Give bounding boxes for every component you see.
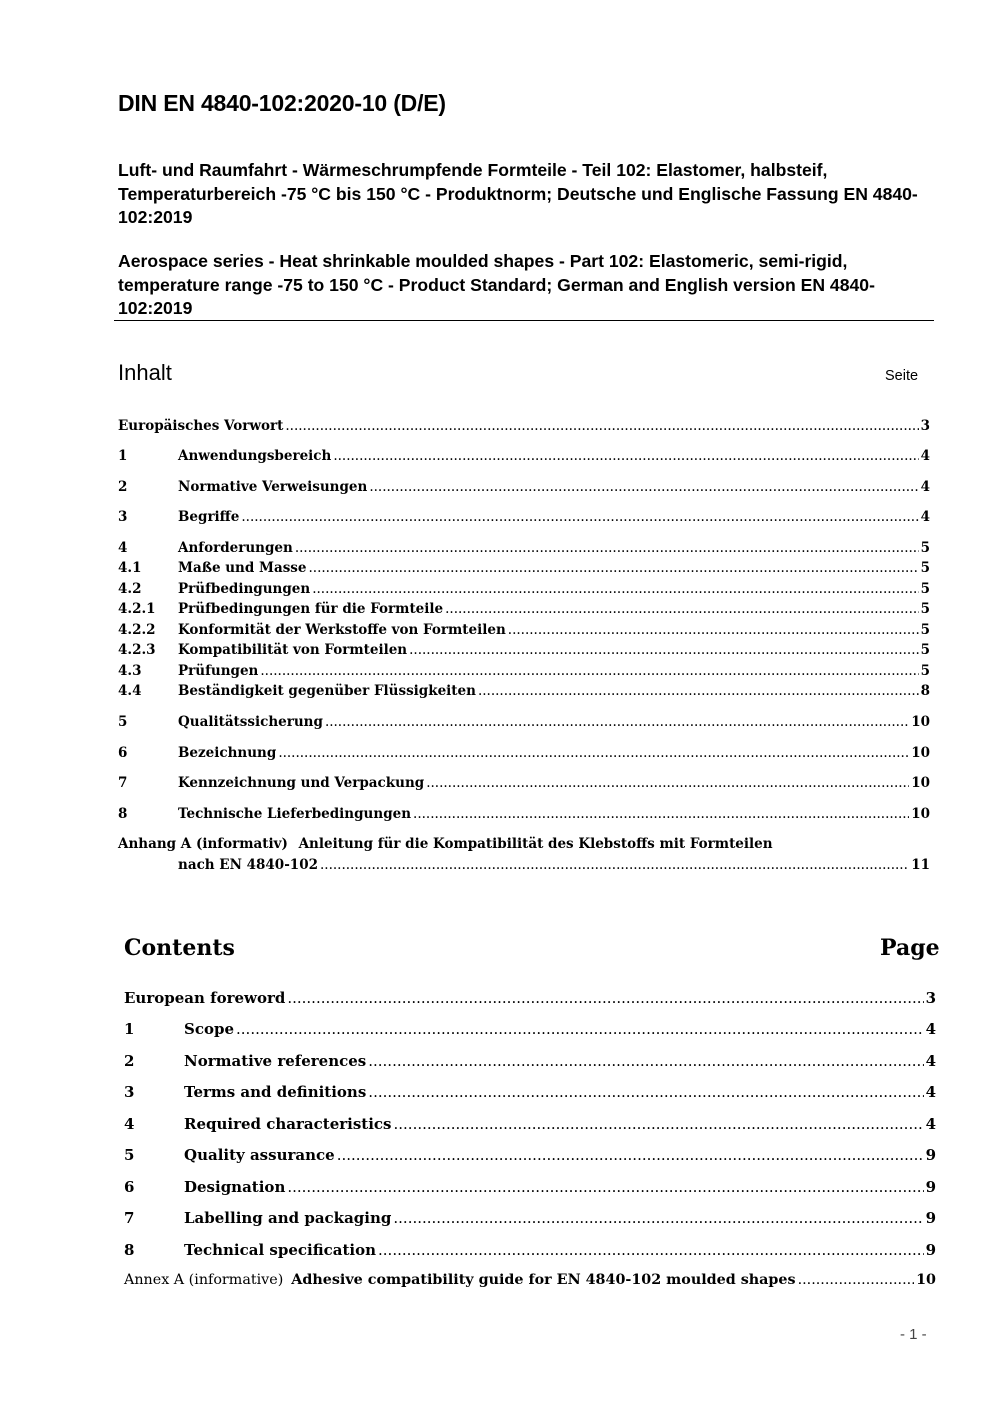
toc-entry-page: 4 xyxy=(920,509,930,525)
dot-leader xyxy=(333,448,918,464)
toc-entry-text: Beständigkeit gegenüber Flüssigkeiten xyxy=(178,683,476,699)
toc-entry-text: Required characteristics xyxy=(184,1115,392,1133)
toc-entry-de[interactable] xyxy=(118,509,930,529)
toc-entry-number: 1 xyxy=(124,1020,135,1038)
toc-entry-page: 4 xyxy=(925,1052,936,1070)
toc-entry-number: 4.2.2 xyxy=(118,622,156,638)
title-divider xyxy=(114,320,934,321)
toc-entry-de[interactable] xyxy=(118,663,930,683)
toc-entry-page: 9 xyxy=(925,1241,936,1259)
toc-entry-page: 5 xyxy=(920,642,930,658)
dot-leader xyxy=(295,540,919,556)
toc-entry-number: 2 xyxy=(118,479,128,495)
dot-leader xyxy=(798,1272,915,1288)
toc-entry-number: 1 xyxy=(118,448,128,464)
toc-entry-text: Anwendungsbereich xyxy=(178,448,332,464)
dot-leader xyxy=(236,1020,924,1038)
page-number: - 1 - xyxy=(900,1326,927,1343)
toc-entry-page: 5 xyxy=(920,601,930,617)
annex-text: Anleitung für die Kompatibilität des Klebstoffs mit Formteilen xyxy=(298,836,773,852)
toc-entry-text: Kennzeichnung und Verpackung xyxy=(178,775,425,791)
toc-entry-de[interactable] xyxy=(118,560,930,580)
annex-text: Adhesive compatibility guide for EN 4840-102 moulded shapes xyxy=(291,1272,796,1288)
toc-entry-number: 4.2 xyxy=(118,581,142,597)
toc-entry-page: 4 xyxy=(925,1083,936,1101)
toc-entry-page: 4 xyxy=(920,479,930,495)
toc-entry-page: 5 xyxy=(920,663,930,679)
dot-leader xyxy=(287,1178,923,1196)
toc-entry-number: 8 xyxy=(124,1241,135,1259)
toc-entry-page: 10 xyxy=(916,1272,936,1288)
toc-entry-en[interactable] xyxy=(124,1020,936,1040)
toc-entry-text: Begriffe xyxy=(178,509,240,525)
toc-entry-text: Normative Verweisungen xyxy=(178,479,368,495)
toc-entry-number: 4.1 xyxy=(118,560,142,576)
toc-entry-de[interactable] xyxy=(118,745,930,765)
toc-entry-text: Normative references xyxy=(184,1052,367,1070)
toc-entry-text: Prüfbedingungen für die Formteile xyxy=(178,601,444,617)
toc-entry-text: Labelling and packaging xyxy=(184,1209,392,1227)
toc-entry-page: 4 xyxy=(925,1020,936,1038)
toc-entry-number: 2 xyxy=(124,1052,135,1070)
toc-entry-text: Prüfbedingungen xyxy=(178,581,311,597)
toc-entry-page: 10 xyxy=(911,775,930,791)
toc-entry-number: 7 xyxy=(118,775,128,791)
dot-leader xyxy=(325,714,909,730)
toc-entry-text: European foreword xyxy=(124,989,286,1007)
toc-entry-page: 10 xyxy=(911,714,930,730)
dot-leader xyxy=(413,806,909,822)
toc-entry-text: Technische Lieferbedingungen xyxy=(178,806,412,822)
toc-entry-page: 10 xyxy=(911,806,930,822)
toc-entry-text: Quality assurance xyxy=(184,1146,335,1164)
toc-entry-number: 4.2.1 xyxy=(118,601,156,617)
toc-entry-de[interactable] xyxy=(118,714,930,734)
toc-entry-page: 3 xyxy=(925,989,936,1007)
dot-leader xyxy=(445,601,918,617)
toc-entry-de[interactable] xyxy=(118,540,930,560)
toc-entry-number: 4.2.3 xyxy=(118,642,156,658)
dot-leader xyxy=(409,642,918,658)
toc-entry-en[interactable] xyxy=(124,989,936,1009)
toc-entry-en[interactable] xyxy=(124,1241,936,1261)
dot-leader xyxy=(426,775,909,791)
toc-entry-page: 5 xyxy=(920,581,930,597)
dot-leader xyxy=(508,622,919,638)
toc-entry-page: 9 xyxy=(925,1146,936,1164)
toc-entry-de[interactable] xyxy=(118,642,930,662)
dot-leader xyxy=(312,581,918,597)
dot-leader xyxy=(241,509,918,525)
dot-leader xyxy=(478,683,919,699)
toc-entry-en[interactable] xyxy=(124,1209,936,1229)
toc-entry-text: Terms and definitions xyxy=(184,1083,367,1101)
toc-entry-de[interactable] xyxy=(118,622,930,642)
annex-text-continued: nach EN 4840-102 xyxy=(178,857,318,873)
toc-entry-number: 7 xyxy=(124,1209,135,1227)
toc-entry-text: Prüfungen xyxy=(178,663,259,679)
toc-entry-page: 8 xyxy=(920,683,930,699)
toc-entry-en[interactable] xyxy=(124,1115,936,1135)
toc-entry-page: 9 xyxy=(925,1209,936,1227)
toc-entry-en[interactable] xyxy=(124,1178,936,1198)
toc-annex-de-line1[interactable] xyxy=(118,836,773,852)
toc-entry-text: Designation xyxy=(184,1178,286,1196)
toc-entry-text: Europäisches Vorwort xyxy=(118,418,284,434)
toc-page-label-english: Page xyxy=(880,935,940,961)
document-title: DIN EN 4840-102:2020-10 (D/E) xyxy=(118,90,446,116)
dot-leader xyxy=(309,560,919,576)
toc-entry-de[interactable] xyxy=(118,479,930,499)
toc-entry-text: Technical specification xyxy=(184,1241,377,1259)
toc-entry-page: 5 xyxy=(920,560,930,576)
toc-entry-number: 6 xyxy=(124,1178,135,1196)
toc-annex-de-line2[interactable] xyxy=(178,857,930,877)
dot-leader xyxy=(337,1146,924,1164)
toc-entry-page: 10 xyxy=(911,745,930,761)
toc-entry-number: 4 xyxy=(124,1115,135,1133)
toc-annex-en[interactable] xyxy=(124,1272,936,1292)
toc-entry-number: 4.4 xyxy=(118,683,142,699)
toc-entry-de[interactable] xyxy=(118,418,930,438)
dot-leader xyxy=(260,663,918,679)
toc-entry-en[interactable] xyxy=(124,1146,936,1166)
toc-entry-page: 3 xyxy=(920,418,930,434)
dot-leader xyxy=(278,745,909,761)
toc-entry-number: 4.3 xyxy=(118,663,142,679)
dot-leader xyxy=(287,989,923,1007)
toc-entry-page: 4 xyxy=(920,448,930,464)
toc-entry-en[interactable] xyxy=(124,1052,936,1072)
dot-leader xyxy=(368,1052,923,1070)
dot-leader xyxy=(285,418,918,434)
dot-leader xyxy=(378,1241,924,1259)
toc-entry-text: Kompatibilität von Formteilen xyxy=(178,642,408,658)
toc-entry-page: 5 xyxy=(920,622,930,638)
toc-heading-german: Inhalt xyxy=(118,360,172,385)
toc-entry-text: Maße und Masse xyxy=(178,560,307,576)
annex-label: Annex A (informative) xyxy=(124,1272,284,1288)
toc-entry-number: 5 xyxy=(118,714,128,730)
toc-entry-text: Konformität der Werkstoffe von Formteilen xyxy=(178,622,506,638)
toc-entry-text: Qualitätssicherung xyxy=(178,714,323,730)
toc-entry-en[interactable] xyxy=(124,1083,936,1103)
dot-leader xyxy=(320,857,909,873)
toc-entry-number: 4 xyxy=(118,540,128,556)
toc-entry-de[interactable] xyxy=(118,601,930,621)
subtitle-german: Luft- und Raumfahrt - Wärmeschrumpfende Formteile - Teil 102: Elastomer, halbsteif, Temperaturbereich -75 °C bis 150 °C - Produktnorm; Deutsche und Englische Fassung EN 4840-102:2019 xyxy=(118,160,918,227)
dot-leader xyxy=(369,479,918,495)
toc-entry-page: 4 xyxy=(925,1115,936,1133)
toc-entry-number: 3 xyxy=(118,509,128,525)
toc-entry-text: Scope xyxy=(184,1020,235,1038)
toc-entry-page: 5 xyxy=(920,540,930,556)
toc-entry-number: 5 xyxy=(124,1146,135,1164)
toc-entry-text: Anforderungen xyxy=(178,540,293,556)
toc-page-label-german: Seite xyxy=(885,368,919,384)
annex-label: Anhang A (informativ) xyxy=(118,836,288,852)
toc-entry-de[interactable] xyxy=(118,581,930,601)
toc-entry-page: 9 xyxy=(925,1178,936,1196)
subtitle-english: Aerospace series - Heat shrinkable moulded shapes - Part 102: Elastomeric, semi-rigid, temperature range -75 to 150 °C - Product Standard; German and English version EN 4840-102:2019 xyxy=(118,251,875,318)
toc-entry-de[interactable] xyxy=(118,806,930,826)
toc-entry-de[interactable] xyxy=(118,683,930,703)
toc-entry-de[interactable] xyxy=(118,448,930,468)
toc-heading-english: Contents xyxy=(124,935,235,961)
toc-entry-de[interactable] xyxy=(118,775,930,795)
dot-leader xyxy=(393,1209,923,1227)
dot-leader xyxy=(368,1083,923,1101)
toc-entry-number: 3 xyxy=(124,1083,135,1101)
toc-entry-page: 11 xyxy=(911,857,930,873)
toc-entry-number: 6 xyxy=(118,745,128,761)
toc-entry-number: 8 xyxy=(118,806,128,822)
toc-entry-text: Bezeichnung xyxy=(178,745,277,761)
dot-leader xyxy=(394,1115,924,1133)
